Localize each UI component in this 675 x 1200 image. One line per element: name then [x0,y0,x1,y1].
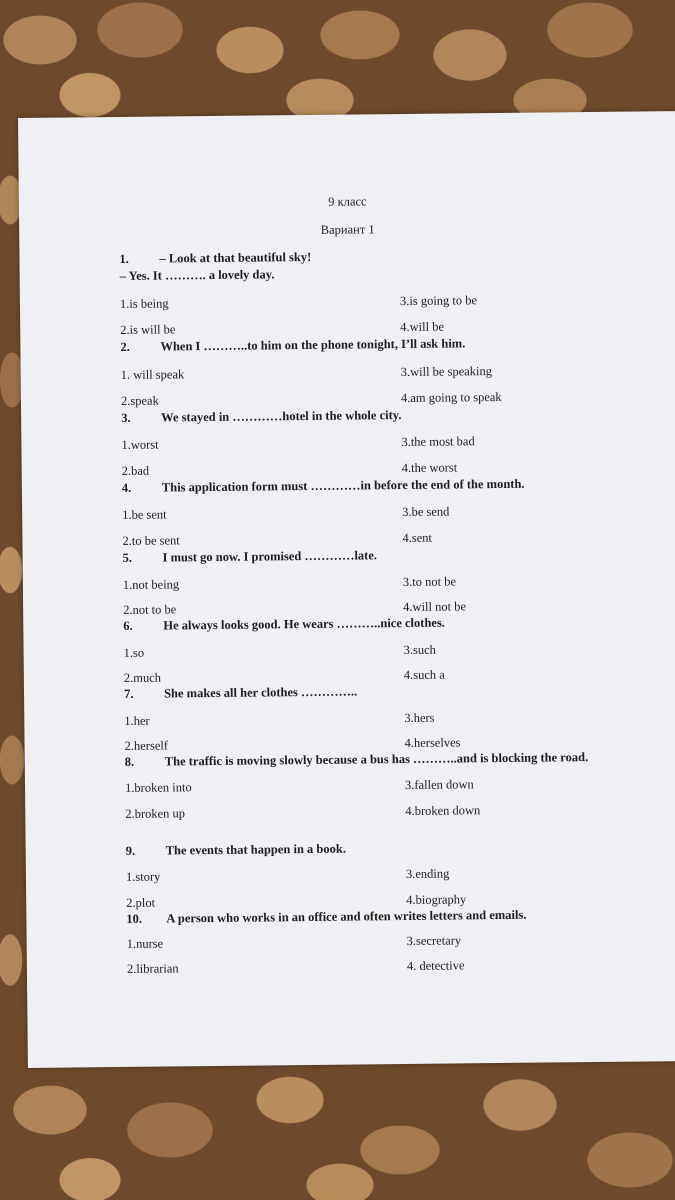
option-2: 2.bad [121,463,150,478]
test-document [18,111,675,1068]
option-2: 2.not to be [123,602,177,617]
option-3: 3.fallen down [404,777,474,792]
question-2 [120,336,465,355]
option-1: 1.story [125,869,161,884]
option-2: 2.plot [126,895,156,910]
question-text: He always looks good. He wears ………..nice clothes. [163,615,445,633]
option-1: 1. will speak [120,367,185,382]
option-3: 3.be send [402,504,450,519]
question-number: 4. [121,480,132,495]
option-3: 3.hers [404,710,435,725]
question-4 [122,477,525,496]
question-5 [123,548,378,566]
question-text: She makes all her clothes ………….. [163,684,358,701]
option-3: 3.to not be [402,574,457,589]
grade-heading: 9 класс [328,194,367,209]
option-3: 3.such [403,642,436,657]
question-number: 2. [120,339,130,354]
option-2: 2.herself [124,738,169,753]
question-text: – Look at that beautiful sky! [159,249,312,266]
question-text: The events that happen in a book. [165,841,346,858]
option-3: 3.ending [405,866,450,881]
option-1: 1.broken into [124,780,192,795]
question-number: 1. [119,251,129,266]
question-number: 8. [124,754,135,769]
option-1: 1.not being [122,577,180,592]
option-4: 4.sent [402,530,433,545]
option-2: 2.librarian [126,961,179,976]
paper-sheet [18,111,675,1068]
question-text: This application form must …………in before the end of the month. [161,476,525,495]
option-2: 2.to be sent [122,533,180,548]
option-1: 1.worst [121,437,159,452]
stone-floor-background [0,1060,675,1200]
option-3: 3.secretary [406,933,462,948]
question-number: 5. [122,550,133,565]
option-4: 4.am going to speak [400,389,502,406]
question-7 [124,684,357,701]
option-4: 4.broken down [405,803,481,818]
question-9 [126,842,346,859]
variant-heading: Вариант 1 [320,222,375,237]
option-3: 3.the most bad [401,434,475,450]
option-4: 4.herselves [404,735,461,750]
option-3: 3.will be speaking [400,364,493,380]
option-2: 2.much [123,670,162,685]
option-1: 1.is being [119,296,169,311]
option-2: 2.is will be [120,322,176,337]
question-10 [126,908,526,927]
question-number: 10. [126,911,143,926]
option-3: 3.is going to be [399,293,478,309]
question-text: We stayed in …………hotel in the whole city. [161,408,402,425]
option-4: 4.such a [403,667,445,682]
question-1 [119,250,311,267]
question-number: 6. [123,618,133,633]
question-3 [121,408,401,426]
question-1-line-2: – Yes. It ………. a lovely day. [119,267,275,283]
option-4: 4.will not be [403,599,467,614]
question-text: The traffic is moving slowly because a bus has ………..and is blocking the road. [164,750,589,769]
option-2: 2.broken up [125,806,186,821]
question-text: When I ………..to him on the phone tonight, I’ll ask him. [160,336,466,354]
option-2: 2.speak [120,393,159,408]
question-number: 3. [121,410,131,425]
question-number: 9. [125,843,136,858]
option-4: 4.the worst [401,460,458,476]
option-1: 1.nurse [126,936,164,951]
question-text: A person who works in an office and often writes letters and emails. [166,907,527,926]
option-1: 1.so [123,645,145,660]
option-4: 4.will be [400,319,445,335]
option-4: 4.biography [406,892,467,907]
option-4: 4. detective [406,958,465,973]
question-6 [123,616,445,634]
question-number: 7. [123,686,134,701]
option-1: 1.her [124,713,150,728]
question-8 [125,750,589,770]
question-text: I must go now. I promised …………late. [162,548,378,565]
option-1: 1.be sent [122,507,167,522]
